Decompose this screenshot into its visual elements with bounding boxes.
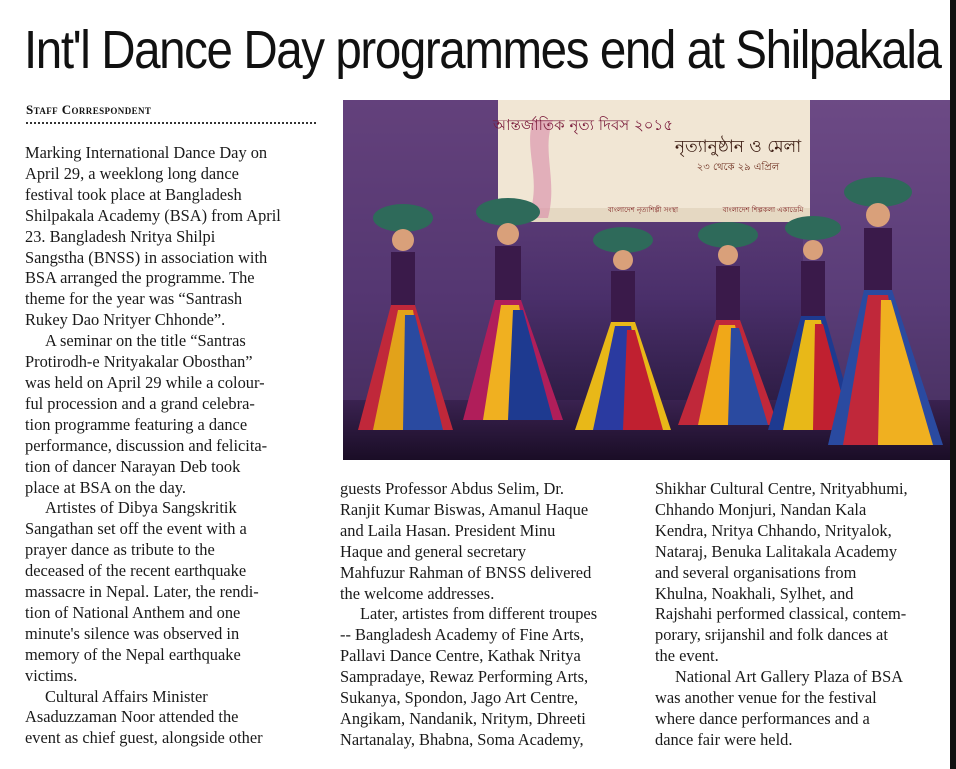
text-line: A seminar on the title “Santras (45, 331, 246, 351)
dance-photo (343, 100, 950, 460)
text-line: Nataraj, Benuka Lalitakala Academy (655, 541, 898, 561)
paragraph (655, 667, 950, 751)
text-line: Nartanalay, Bhabna, Soma Academy, (340, 729, 584, 749)
banner-dates: ২৩ থেকে ২৯ এপ্রিল (696, 162, 780, 173)
text-line: -- Bangladesh Academy of Fine Arts, (340, 625, 584, 645)
text-line: tion of dancer Narayan Deb took (25, 456, 241, 476)
text-line: the welcome addresses. (340, 583, 495, 603)
text-line: Cultural Affairs Minister (45, 686, 208, 706)
text-line: Angikam, Nandanik, Nritym, Dhreeti (340, 708, 586, 728)
text-line: dance fair were held. (655, 729, 793, 749)
paragraph (340, 479, 640, 604)
column-3 (655, 479, 950, 751)
headline: Int'l Dance Day programmes end at Shilpakala (24, 20, 941, 80)
text-line: Artistes of Dibya Sangskritik (45, 498, 237, 518)
text-line: Later, artistes from different troupes (360, 604, 598, 624)
text-line: Rukey Dao Nrityer Chhonde”. (25, 310, 226, 330)
text-line: Shikhar Cultural Centre, Nrityabhumi, (655, 479, 908, 498)
text-line: was held on April 29 while a colour- (25, 372, 265, 392)
text-line: victims. (25, 665, 78, 685)
text-line: Chhando Monjuri, Nandan Kala (655, 499, 867, 519)
text-line: memory of the Nepal earthquake (25, 644, 241, 664)
text-line: prayer dance as tribute to the (25, 540, 215, 560)
text-line: Rajshahi performed classical, contem- (655, 604, 907, 624)
text-line: and Laila Hasan. President Minu (340, 520, 556, 540)
text-line: tion programme featuring a dance (25, 414, 248, 434)
text-line: Asaduzzaman Noor attended the (25, 707, 239, 727)
paragraph (340, 604, 640, 750)
text-line: performance, discussion and felicita- (25, 435, 268, 455)
banner-sponsor-left: বাংলাদেশ নৃত্যশিল্পী সংস্থা (607, 206, 679, 214)
banner-sponsor-right: বাংলাদেশ শিল্পকলা একাডেমি (722, 206, 804, 214)
byline: Staff Correspondent (26, 102, 152, 117)
text-line: Mahfuzur Rahman of BNSS delivered (340, 562, 592, 582)
byline-divider (26, 122, 316, 124)
paragraph (25, 143, 325, 331)
text-line: Haque and general secretary (340, 541, 527, 561)
text-line: Marking International Dance Day on (25, 143, 268, 162)
text-line: Protirodh-e Nrityakalar Obosthan” (25, 352, 253, 372)
text-line: porary, srijanshil and folk dances at (655, 625, 888, 645)
text-line: and several organisations from (655, 562, 857, 582)
column-2 (340, 479, 640, 751)
text-line: deceased of the recent earthquake (25, 561, 247, 581)
text-line: Khulna, Noakhali, Sylhet, and (655, 583, 854, 603)
text-line: National Art Gallery Plaza of BSA (675, 667, 904, 687)
paragraph (25, 687, 325, 750)
text-line: event as chief guest, alongside other (25, 728, 263, 748)
page-edge (950, 0, 956, 769)
text-line: massacre in Nepal. Later, the rendi- (25, 582, 259, 602)
text-line: Kendra, Nritya Chhando, Nrityalok, (655, 520, 892, 540)
text-line: Sampradaye, Rewaz Performing Arts, (340, 667, 589, 687)
text-line: Sangathan set off the event with a (25, 519, 247, 539)
banner-right-text: নৃত্যানুষ্ঠান ও মেলা (674, 137, 802, 157)
text-line: Pallavi Dance Centre, Kathak Nritya (340, 646, 581, 666)
text-line: guests Professor Abdus Selim, Dr. (340, 479, 565, 498)
paragraph (25, 331, 325, 498)
paragraph (655, 479, 950, 667)
text-line: Sukanya, Spondon, Jago Art Centre, (340, 688, 579, 708)
text-line: the event. (655, 646, 719, 666)
text-line: was another venue for the festival (655, 688, 877, 708)
column-1 (25, 143, 325, 749)
text-line: where dance performances and a (655, 708, 870, 728)
text-line: 23. Bangladesh Nritya Shilpi (25, 226, 216, 246)
text-line: festival took place at Bangladesh (25, 184, 242, 204)
paragraph (25, 498, 325, 686)
banner-left-text: আন্তর্জাতিক নৃত্য দিবস ২০১৫ (493, 116, 673, 134)
text-line: minute's silence was observed in (25, 623, 240, 643)
text-line: place at BSA on the day. (25, 477, 186, 497)
text-line: Ranjit Kumar Biswas, Amanul Haque (340, 499, 589, 519)
text-line: tion of National Anthem and one (25, 602, 241, 622)
text-line: Sangstha (BNSS) in association with (25, 247, 268, 267)
text-line: April 29, a weeklong long dance (25, 163, 239, 183)
text-line: ful procession and a grand celebra- (25, 393, 255, 413)
text-line: theme for the year was “Santrash (25, 289, 243, 309)
text-line: Shilpakala Academy (BSA) from April (25, 205, 281, 225)
text-line: BSA arranged the programme. The (25, 268, 255, 288)
